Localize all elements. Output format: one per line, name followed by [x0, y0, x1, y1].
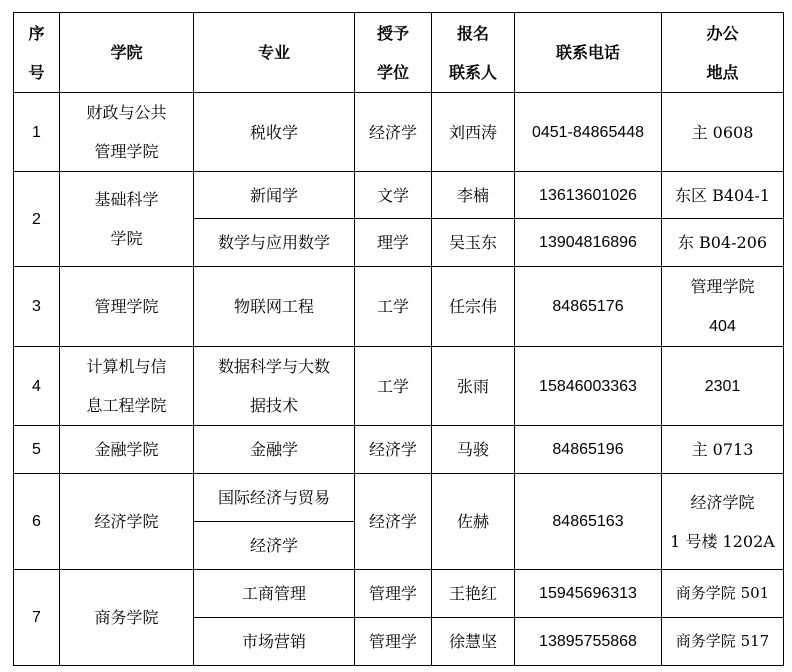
cell-phone: 15846003363: [515, 347, 662, 426]
cell-degree: 文学: [355, 172, 432, 219]
header-row: [14, 13, 784, 93]
cell-office: 管理学院 404: [662, 267, 784, 347]
cell-degree: 经济学: [355, 426, 432, 474]
cell-seq: 3: [14, 267, 60, 347]
cell-degree: 工学: [355, 267, 432, 347]
cell-contact: 王艳红: [432, 570, 515, 618]
cell-degree: 管理学: [355, 570, 432, 618]
cell-phone: 13904816896: [515, 219, 662, 267]
cell-major: 数学与应用数学: [194, 219, 355, 267]
cell-seq: 5: [14, 426, 60, 474]
cell-college: 经济学院: [60, 474, 194, 570]
cell-office: 商务学院 517: [662, 618, 784, 666]
header-major: 专业: [194, 13, 355, 93]
cell-major: 新闻学: [194, 172, 355, 219]
cell-phone: 15945696313: [515, 570, 662, 618]
cell-degree: 理学: [355, 219, 432, 267]
cell-phone: 13613601026: [515, 172, 662, 219]
cell-major: 物联网工程: [194, 267, 355, 347]
header-degree: 授予 学位: [355, 13, 432, 93]
cell-college: 计算机与信 息工程学院: [60, 347, 194, 426]
cell-college: 商务学院: [60, 570, 194, 666]
cell-major: 税收学: [194, 93, 355, 172]
cell-contact: 张雨: [432, 347, 515, 426]
cell-major: 经济学: [194, 522, 355, 570]
enrollment-contact-table: [13, 12, 784, 666]
cell-college: 金融学院: [60, 426, 194, 474]
cell-phone: 84865196: [515, 426, 662, 474]
cell-major: 数据科学与大数 据技术: [194, 347, 355, 426]
cell-office: 东区 B404-1: [662, 172, 784, 219]
cell-major: 市场营销: [194, 618, 355, 666]
cell-major: 金融学: [194, 426, 355, 474]
header-office: 办公 地点: [662, 13, 784, 93]
cell-degree: 经济学: [355, 93, 432, 172]
table-row: [14, 93, 784, 172]
cell-college: 财政与公共 管理学院: [60, 93, 194, 172]
table-row: [14, 426, 784, 474]
cell-contact: 李楠: [432, 172, 515, 219]
cell-seq: 2: [14, 172, 60, 267]
table-row: [14, 570, 784, 618]
cell-office: 主 0608: [662, 93, 784, 172]
header-contact: 报名 联系人: [432, 13, 515, 93]
cell-major: 国际经济与贸易: [194, 474, 355, 522]
cell-contact: 马骏: [432, 426, 515, 474]
cell-contact: 吴玉东: [432, 219, 515, 267]
cell-office: 商务学院 501: [662, 570, 784, 618]
cell-degree: 管理学: [355, 618, 432, 666]
cell-phone: 84865176: [515, 267, 662, 347]
cell-phone: 84865163: [515, 474, 662, 570]
cell-seq: 7: [14, 570, 60, 666]
cell-major: 工商管理: [194, 570, 355, 618]
cell-office: 东 B04-206: [662, 219, 784, 267]
cell-office: 主 0713: [662, 426, 784, 474]
cell-degree: 经济学: [355, 474, 432, 570]
table-row: [14, 267, 784, 347]
header-college: 学院: [60, 13, 194, 93]
cell-office: 2301: [662, 347, 784, 426]
cell-seq: 4: [14, 347, 60, 426]
cell-degree: 工学: [355, 347, 432, 426]
cell-college: 管理学院: [60, 267, 194, 347]
cell-phone: 13895755868: [515, 618, 662, 666]
cell-contact: 刘西涛: [432, 93, 515, 172]
cell-office: 经济学院 1 号楼 1202A: [662, 474, 784, 570]
cell-contact: 徐慧坚: [432, 618, 515, 666]
table-row: [14, 347, 784, 426]
cell-phone: 0451-84865448: [515, 93, 662, 172]
cell-seq: 1: [14, 93, 60, 172]
cell-college: 基础科学 学院: [60, 172, 194, 267]
cell-contact: 佐赫: [432, 474, 515, 570]
cell-contact: 任宗伟: [432, 267, 515, 347]
table-row: [14, 474, 784, 522]
table-row: [14, 172, 784, 219]
header-seq: 序 号: [14, 13, 60, 93]
cell-seq: 6: [14, 474, 60, 570]
header-phone: 联系电话: [515, 13, 662, 93]
